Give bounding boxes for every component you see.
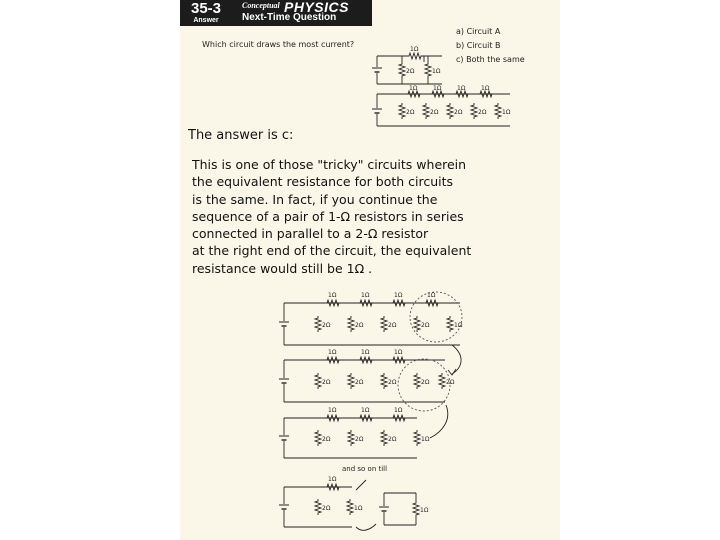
explanation-text <box>192 156 532 277</box>
explanation-line: sequence of a pair of 1-Ω resistors in series <box>192 208 464 224</box>
r-label: 2Ω <box>355 436 364 443</box>
r-label: 1Ω <box>421 436 430 443</box>
problem-number: 35-3 <box>190 0 222 17</box>
answer-heading: The answer is c: <box>188 128 294 143</box>
series-name-big: PHYSICS <box>284 0 349 15</box>
r-label: 1Ω <box>432 68 441 75</box>
r-label: 2Ω <box>406 68 415 75</box>
reduction-arrow <box>430 405 448 438</box>
r-label: 1Ω <box>454 322 463 329</box>
r-label: 1Ω <box>410 46 419 53</box>
r-label: 1Ω <box>427 292 436 299</box>
r-label: 1Ω <box>433 85 442 92</box>
r-label: 1Ω <box>361 349 370 356</box>
answer-label: Answer <box>193 17 219 24</box>
option-c: c) Both the same <box>456 55 525 64</box>
r-label: 1Ω <box>457 85 466 92</box>
r-label: 1Ω <box>394 349 403 356</box>
worksheet-page <box>180 0 560 540</box>
r-label: 2Ω <box>406 109 415 116</box>
r-label: 2Ω <box>388 322 397 329</box>
explanation-line: the equivalent resistance for both circuits <box>192 174 454 190</box>
r-label: 1Ω <box>328 407 337 414</box>
r-label: 2Ω <box>454 109 463 116</box>
r-label: 1Ω <box>502 109 511 116</box>
r-label: 1Ω <box>409 85 418 92</box>
series-name-small: Conceptual <box>242 1 280 10</box>
r-label: 2Ω <box>446 379 455 386</box>
explanation-line: connected in parallel to a 2-Ω resistor <box>192 226 429 242</box>
r-label: 2Ω <box>355 379 364 386</box>
r-label: 1Ω <box>328 349 337 356</box>
explanation-line: resistance would still be 1Ω . <box>192 260 373 276</box>
r-label: 1Ω <box>328 476 337 483</box>
option-b: b) Circuit B <box>456 41 501 50</box>
equivalent-circuit <box>379 493 419 525</box>
explanation-line: is the same. In fact, if you continue the <box>192 191 438 207</box>
r-label: 2Ω <box>322 322 331 329</box>
r-label: 1Ω <box>394 407 403 414</box>
r-label: 1Ω <box>420 507 429 514</box>
r-label: 2Ω <box>355 322 364 329</box>
r-label: 2Ω <box>322 436 331 443</box>
question-text: Which circuit draws the most current? <box>202 40 355 49</box>
r-label: 2Ω <box>421 322 430 329</box>
ladder-circuit-1 <box>279 292 462 345</box>
r-label: 2Ω <box>478 109 487 116</box>
r-label: 1Ω <box>481 85 490 92</box>
reduction-arrow <box>452 345 461 374</box>
circuit-b <box>372 91 510 126</box>
page-subtitle: Next-Time Question <box>242 12 337 23</box>
r-label: 2Ω <box>388 379 397 386</box>
r-label: 1Ω <box>361 292 370 299</box>
ladder-circuit-3 <box>279 415 420 458</box>
explanation-line: This is one of those "tricky" circuits wherein <box>192 157 467 172</box>
r-label: 1Ω <box>354 505 363 512</box>
explanation-line: at the right end of the circuit, the equivalent <box>192 243 472 259</box>
r-label: 1Ω <box>328 292 337 299</box>
r-label: 1Ω <box>394 292 403 299</box>
r-label: 2Ω <box>430 109 439 116</box>
option-a: a) Circuit A <box>456 27 501 36</box>
r-label: 2Ω <box>388 436 397 443</box>
reduction-arrow <box>356 524 376 530</box>
r-label: 1Ω <box>361 407 370 414</box>
and-so-on-note: and so on till <box>342 465 388 473</box>
ladder-circuit-4 <box>279 480 366 527</box>
r-label: 2Ω <box>322 379 331 386</box>
r-label: 2Ω <box>421 379 430 386</box>
r-label: 2Ω <box>322 505 331 512</box>
